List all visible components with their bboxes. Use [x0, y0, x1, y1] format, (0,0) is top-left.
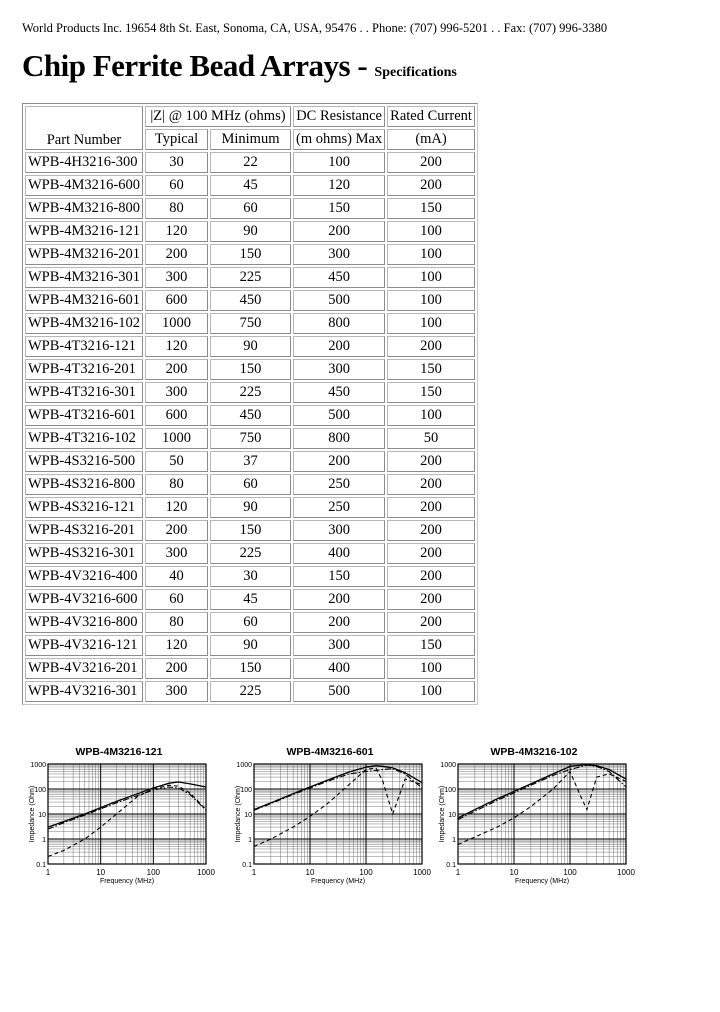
cell-typical-impedance: 600: [145, 405, 208, 426]
table-row: [25, 244, 475, 265]
series-line-dashed: [458, 772, 626, 845]
cell-typical-impedance: 80: [145, 612, 208, 633]
cell-minimum-impedance: 60: [210, 474, 291, 495]
cell-typical-impedance: 1000: [145, 428, 208, 449]
x-tick-label: 1000: [197, 868, 215, 877]
y-tick-label: 1: [42, 837, 46, 844]
cell-typical-impedance: 300: [145, 543, 208, 564]
cell-dc-resistance: 800: [293, 428, 385, 449]
cell-part-number: WPB-4S3216-500: [25, 451, 143, 472]
table-row: [25, 681, 475, 702]
cell-minimum-impedance: 90: [210, 336, 291, 357]
cell-minimum-impedance: 90: [210, 497, 291, 518]
cell-part-number: WPB-4H3216-300: [25, 152, 143, 173]
x-tick-label: 10: [509, 868, 519, 877]
cell-typical-impedance: 80: [145, 474, 208, 495]
table-row: [25, 428, 475, 449]
x-tick-label: 1000: [617, 868, 635, 877]
chart-grid: [254, 764, 422, 864]
cell-dc-resistance: 200: [293, 451, 385, 472]
cell-part-number: WPB-4V3216-400: [25, 566, 143, 587]
cell-typical-impedance: 200: [145, 520, 208, 541]
cell-rated-current: 200: [387, 520, 475, 541]
cell-part-number: WPB-4M3216-121: [25, 221, 143, 242]
cell-typical-impedance: 80: [145, 198, 208, 219]
cell-dc-resistance: 400: [293, 543, 385, 564]
series-line-dash-dot: [48, 787, 206, 829]
cell-dc-resistance: 100: [293, 152, 385, 173]
table-header-row: [25, 106, 475, 127]
header-rated-current: Rated Current: [387, 106, 475, 127]
table-row: [25, 612, 475, 633]
cell-part-number: WPB-4T3216-121: [25, 336, 143, 357]
cell-minimum-impedance: 225: [210, 382, 291, 403]
table-row: [25, 497, 475, 518]
cell-minimum-impedance: 750: [210, 313, 291, 334]
y-tick-label: 10: [448, 812, 456, 819]
cell-rated-current: 100: [387, 681, 475, 702]
cell-typical-impedance: 300: [145, 681, 208, 702]
cell-part-number: WPB-4M3216-201: [25, 244, 143, 265]
y-axis-label: Impedance (Ohm): [235, 785, 242, 843]
cell-dc-resistance: 300: [293, 244, 385, 265]
header-typical: Typical: [145, 129, 208, 150]
cell-rated-current: 100: [387, 221, 475, 242]
x-axis-label: Frequency (MHz): [514, 878, 570, 885]
y-tick-label: 10: [244, 812, 252, 819]
cell-minimum-impedance: 150: [210, 359, 291, 380]
cell-dc-resistance: 200: [293, 612, 385, 633]
cell-dc-resistance: 150: [293, 198, 385, 219]
cell-part-number: WPB-4S3216-201: [25, 520, 143, 541]
cell-part-number: WPB-4M3216-800: [25, 198, 143, 219]
cell-rated-current: 200: [387, 175, 475, 196]
series-line-dashed: [254, 768, 422, 847]
x-tick-label: 100: [146, 868, 161, 877]
cell-part-number: WPB-4M3216-102: [25, 313, 143, 334]
cell-minimum-impedance: 45: [210, 589, 291, 610]
chart-plot: [26, 746, 215, 896]
chart-grid: [48, 764, 206, 864]
cell-rated-current: 200: [387, 612, 475, 633]
cell-typical-impedance: 200: [145, 658, 208, 679]
x-tick-label: 1: [455, 868, 461, 877]
cell-typical-impedance: 120: [145, 635, 208, 656]
cell-dc-resistance: 200: [293, 589, 385, 610]
chart-title: WPB-4M3216-102: [490, 746, 578, 758]
x-axis-label: Frequency (MHz): [310, 878, 366, 885]
cell-part-number: WPB-4T3216-601: [25, 405, 143, 426]
cell-dc-resistance: 120: [293, 175, 385, 196]
cell-rated-current: 50: [387, 428, 475, 449]
cell-part-number: WPB-4S3216-121: [25, 497, 143, 518]
series-line-solid: [254, 766, 422, 810]
y-tick-label: 0.1: [242, 862, 252, 869]
x-axis-label: Frequency (MHz): [99, 878, 155, 885]
cell-part-number: WPB-4V3216-600: [25, 589, 143, 610]
cell-dc-resistance: 150: [293, 566, 385, 587]
page-title: [22, 48, 457, 84]
cell-dc-resistance: 800: [293, 313, 385, 334]
cell-dc-resistance: 500: [293, 405, 385, 426]
x-tick-label: 10: [96, 868, 106, 877]
y-axis-label: Impedance (Ohm): [29, 785, 36, 843]
cell-part-number: WPB-4V3216-800: [25, 612, 143, 633]
header-dc-resistance: DC Resistance: [293, 106, 385, 127]
cell-rated-current: 100: [387, 267, 475, 288]
cell-dc-resistance: 500: [293, 290, 385, 311]
cell-part-number: WPB-4M3216-301: [25, 267, 143, 288]
header-current-unit: (mA): [387, 129, 475, 150]
header-part-number: Part Number: [25, 106, 143, 150]
cell-part-number: WPB-4V3216-201: [25, 658, 143, 679]
table-row: [25, 336, 475, 357]
cell-dc-resistance: 200: [293, 336, 385, 357]
cell-part-number: WPB-4T3216-102: [25, 428, 143, 449]
cell-minimum-impedance: 450: [210, 290, 291, 311]
cell-rated-current: 150: [387, 635, 475, 656]
cell-minimum-impedance: 37: [210, 451, 291, 472]
x-tick-label: 100: [563, 868, 577, 877]
cell-part-number: WPB-4M3216-600: [25, 175, 143, 196]
table-row: [25, 382, 475, 403]
cell-typical-impedance: 600: [145, 290, 208, 311]
table-row: [25, 520, 475, 541]
cell-rated-current: 100: [387, 405, 475, 426]
header-impedance: |Z| @ 100 MHz (ohms): [145, 106, 291, 127]
cell-minimum-impedance: 90: [210, 221, 291, 242]
cell-minimum-impedance: 150: [210, 244, 291, 265]
cell-typical-impedance: 120: [145, 336, 208, 357]
series-line-dash-dot: [458, 765, 626, 819]
table-row: [25, 474, 475, 495]
cell-dc-resistance: 250: [293, 474, 385, 495]
chart-plot: [436, 746, 635, 896]
cell-minimum-impedance: 22: [210, 152, 291, 173]
cell-minimum-impedance: 225: [210, 267, 291, 288]
cell-rated-current: 200: [387, 497, 475, 518]
page-title-sub: Specifications: [374, 65, 457, 80]
cell-typical-impedance: 120: [145, 497, 208, 518]
cell-rated-current: 200: [387, 474, 475, 495]
table-row: [25, 635, 475, 656]
cell-minimum-impedance: 150: [210, 520, 291, 541]
table-row: [25, 451, 475, 472]
table-row: [25, 290, 475, 311]
cell-dc-resistance: 250: [293, 497, 385, 518]
cell-minimum-impedance: 45: [210, 175, 291, 196]
cell-rated-current: 150: [387, 359, 475, 380]
table-row: [25, 221, 475, 242]
cell-rated-current: 200: [387, 152, 475, 173]
y-tick-label: 1: [452, 837, 456, 844]
y-tick-label: 1000: [440, 762, 456, 769]
cell-minimum-impedance: 30: [210, 566, 291, 587]
cell-dc-resistance: 500: [293, 681, 385, 702]
cell-minimum-impedance: 150: [210, 658, 291, 679]
cell-rated-current: 200: [387, 451, 475, 472]
cell-dc-resistance: 300: [293, 635, 385, 656]
x-tick-label: 1000: [413, 868, 431, 877]
cell-rated-current: 200: [387, 543, 475, 564]
table-row: [25, 175, 475, 196]
x-tick-label: 10: [305, 868, 315, 877]
cell-typical-impedance: 40: [145, 566, 208, 587]
cell-dc-resistance: 450: [293, 382, 385, 403]
cell-minimum-impedance: 60: [210, 198, 291, 219]
cell-rated-current: 100: [387, 290, 475, 311]
cell-typical-impedance: 60: [145, 589, 208, 610]
table-row: [25, 267, 475, 288]
table-row: [25, 543, 475, 564]
cell-typical-impedance: 300: [145, 267, 208, 288]
cell-dc-resistance: 300: [293, 520, 385, 541]
cell-dc-resistance: 400: [293, 658, 385, 679]
chart-title: WPB-4M3216-121: [75, 746, 163, 758]
cell-typical-impedance: 50: [145, 451, 208, 472]
cell-part-number: WPB-4S3216-301: [25, 543, 143, 564]
table-row: [25, 198, 475, 219]
cell-part-number: WPB-4M3216-601: [25, 290, 143, 311]
cell-minimum-impedance: 750: [210, 428, 291, 449]
y-tick-label: 1: [248, 837, 252, 844]
y-tick-label: 100: [34, 787, 46, 794]
cell-rated-current: 200: [387, 589, 475, 610]
cell-part-number: WPB-4S3216-800: [25, 474, 143, 495]
page-title-main: Chip Ferrite Bead Arrays -: [22, 48, 375, 83]
cell-typical-impedance: 300: [145, 382, 208, 403]
table-row: [25, 313, 475, 334]
chart-plot: [232, 746, 431, 896]
cell-minimum-impedance: 60: [210, 612, 291, 633]
cell-typical-impedance: 120: [145, 221, 208, 242]
cell-part-number: WPB-4T3216-201: [25, 359, 143, 380]
cell-minimum-impedance: 90: [210, 635, 291, 656]
y-tick-label: 1000: [236, 762, 252, 769]
company-contact-line: World Products Inc. 19654 8th St. East, Sonoma, CA, USA, 95476 . . Phone: (707) 996-5201 . . Fax: (707) 996-3380: [22, 21, 608, 35]
cell-typical-impedance: 30: [145, 152, 208, 173]
x-tick-label: 1: [45, 868, 51, 877]
header-dc-unit: (m ohms) Max: [293, 129, 385, 150]
table-row: [25, 658, 475, 679]
cell-part-number: WPB-4V3216-121: [25, 635, 143, 656]
cell-minimum-impedance: 450: [210, 405, 291, 426]
table-row: [25, 589, 475, 610]
cell-typical-impedance: 1000: [145, 313, 208, 334]
cell-typical-impedance: 200: [145, 244, 208, 265]
cell-minimum-impedance: 225: [210, 681, 291, 702]
cell-rated-current: 150: [387, 198, 475, 219]
x-tick-label: 1: [251, 868, 257, 877]
cell-rated-current: 100: [387, 658, 475, 679]
specifications-table: [22, 103, 478, 705]
y-tick-label: 0.1: [36, 862, 46, 869]
chart-title: WPB-4M3216-601: [286, 746, 374, 758]
chart-wpb-4m3216-102: [436, 746, 635, 896]
cell-dc-resistance: 450: [293, 267, 385, 288]
table-row: [25, 359, 475, 380]
series-line-dashed: [48, 785, 206, 856]
cell-dc-resistance: 200: [293, 221, 385, 242]
cell-rated-current: 100: [387, 313, 475, 334]
cell-part-number: WPB-4T3216-301: [25, 382, 143, 403]
header-minimum: Minimum: [210, 129, 291, 150]
cell-rated-current: 150: [387, 382, 475, 403]
cell-typical-impedance: 60: [145, 175, 208, 196]
y-axis-label: Impedance (Ohm): [439, 785, 446, 843]
table-row: [25, 405, 475, 426]
cell-dc-resistance: 300: [293, 359, 385, 380]
cell-part-number: WPB-4V3216-301: [25, 681, 143, 702]
y-tick-label: 100: [444, 787, 456, 794]
y-tick-label: 10: [38, 812, 46, 819]
chart-wpb-4m3216-601: [232, 746, 431, 896]
table-row: [25, 152, 475, 173]
chart-wpb-4m3216-121: [26, 746, 215, 896]
cell-typical-impedance: 200: [145, 359, 208, 380]
y-tick-label: 100: [240, 787, 252, 794]
cell-rated-current: 100: [387, 244, 475, 265]
y-tick-label: 1000: [30, 762, 46, 769]
cell-rated-current: 200: [387, 566, 475, 587]
x-tick-label: 100: [359, 868, 373, 877]
cell-minimum-impedance: 225: [210, 543, 291, 564]
cell-rated-current: 200: [387, 336, 475, 357]
table-row: [25, 566, 475, 587]
y-tick-label: 0.1: [446, 862, 456, 869]
